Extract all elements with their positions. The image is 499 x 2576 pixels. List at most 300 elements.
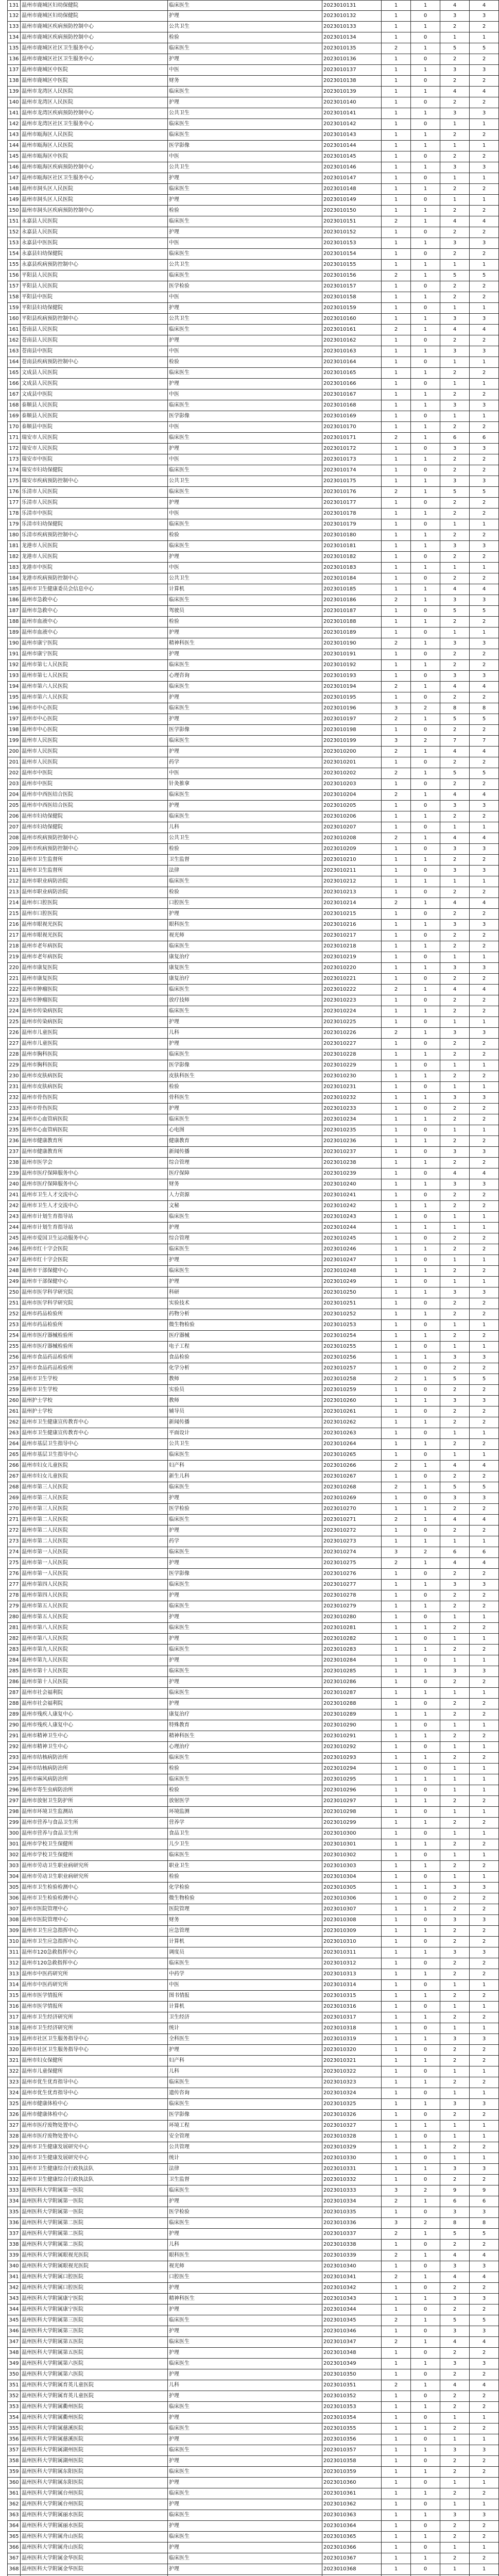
table-row: [7, 1298, 499, 1309]
unit-name-cell: 温州市职业病防治院: [21, 887, 168, 897]
table-row: [7, 1179, 499, 1190]
table-row: [7, 1666, 499, 1677]
position-code-cell: 2023010270: [322, 1504, 382, 1514]
applicant-count-cell: 4: [440, 87, 470, 97]
table-row: [7, 519, 499, 530]
applicant-count-cell: 3: [440, 1287, 470, 1298]
applicant-count-cell: 4: [440, 985, 470, 995]
row-number-cell: 219: [7, 952, 21, 962]
applicant-count-cell: 2: [440, 1104, 470, 1114]
row-number-cell: 238: [7, 1158, 21, 1168]
unit-name-cell: 温州市龙湾区社区卫生服务中心: [21, 119, 168, 129]
qualified-count-cell: 3: [470, 238, 499, 248]
applicant-count-cell: 2: [440, 1039, 470, 1049]
position-code-cell: 2023010312: [322, 1958, 382, 1969]
approved-count-cell: 0: [411, 801, 440, 811]
position-name-cell: 统计: [168, 2023, 322, 2033]
applicant-count-cell: 3: [440, 1493, 470, 1503]
unit-name-cell: 温州市康复医院: [21, 963, 168, 973]
unit-name-cell: 温州市第三人民医院: [21, 1493, 168, 1503]
approved-count-cell: 0: [411, 1342, 440, 1352]
position-name-cell: 护理: [168, 909, 322, 919]
approved-count-cell: 1: [411, 270, 440, 281]
plan-count-cell: 1: [382, 444, 411, 454]
unit-name-cell: 温州市口腔医院: [21, 909, 168, 919]
applicant-count-cell: 1: [440, 2002, 470, 2012]
plan-count-cell: 1: [382, 1233, 411, 1244]
plan-count-cell: 1: [382, 1677, 411, 1687]
plan-count-cell: 1: [382, 2294, 411, 2304]
unit-name-cell: 温州市康宁医院: [21, 638, 168, 649]
qualified-count-cell: 3: [470, 1147, 499, 1157]
approved-count-cell: 1: [411, 660, 440, 670]
plan-count-cell: 1: [382, 1006, 411, 1016]
applicant-count-cell: 2: [440, 1298, 470, 1309]
row-number-cell: 189: [7, 628, 21, 638]
approved-count-cell: 1: [411, 2380, 440, 2391]
unit-name-cell: 温州市卫生应急指挥中心: [21, 1926, 168, 1936]
row-number-cell: 315: [7, 1991, 21, 2001]
approved-count-cell: 1: [411, 2424, 440, 2434]
unit-name-cell: 温州市放射卫生防护所: [21, 1796, 168, 1806]
approved-count-cell: 0: [411, 1937, 440, 1947]
qualified-count-cell: 2: [470, 2348, 499, 2358]
approved-count-cell: 0: [411, 1872, 440, 1882]
applicant-count-cell: 1: [440, 195, 470, 205]
position-code-cell: 2023010149: [322, 195, 382, 205]
approved-count-cell: 0: [411, 1320, 440, 1330]
table-row: [7, 2456, 499, 2467]
applicant-count-cell: 1: [440, 1828, 470, 1839]
unit-name-cell: 温州市红十字会医院: [21, 1244, 168, 1255]
approved-count-cell: 1: [411, 790, 440, 800]
table-row: [7, 1731, 499, 1742]
position-name-cell: 临床医生: [168, 43, 322, 54]
qualified-count-cell: 1: [470, 628, 499, 638]
row-number-cell: 172: [7, 444, 21, 454]
unit-name-cell: 温州市康复医院: [21, 974, 168, 984]
position-code-cell: 2023010321: [322, 2056, 382, 2066]
qualified-count-cell: 2: [470, 1201, 499, 1211]
plan-count-cell: 1: [382, 1114, 411, 1125]
row-number-cell: 301: [7, 1839, 21, 1850]
unit-name-cell: 温州市眼视光医院: [21, 920, 168, 930]
plan-count-cell: 1: [382, 1104, 411, 1114]
plan-count-cell: 1: [382, 584, 411, 595]
plan-count-cell: 1: [382, 292, 411, 302]
position-name-cell: 公共管理: [168, 2142, 322, 2153]
unit-name-cell: 温州市第六人民医院: [21, 682, 168, 692]
table-row: [7, 1125, 499, 1136]
qualified-count-cell: 2: [470, 54, 499, 64]
approved-count-cell: 0: [411, 757, 440, 768]
position-name-cell: 临床医生: [168, 985, 322, 995]
table-row: [7, 2121, 499, 2131]
table-row: [7, 2413, 499, 2424]
row-number-cell: 206: [7, 811, 21, 822]
position-code-cell: 2023010161: [322, 325, 382, 335]
plan-count-cell: 1: [382, 1406, 411, 1417]
unit-name-cell: 温州市环境卫生监测站: [21, 1807, 168, 1817]
plan-count-cell: 1: [382, 238, 411, 248]
applicant-count-cell: 3: [440, 2034, 470, 2044]
row-number-cell: 368: [7, 2564, 21, 2574]
approved-count-cell: 0: [411, 1471, 440, 1482]
approved-count-cell: 0: [411, 1764, 440, 1774]
approved-count-cell: 1: [411, 638, 440, 649]
position-code-cell: 2023010184: [322, 573, 382, 584]
unit-name-cell: 温州市第七人民医院: [21, 671, 168, 681]
position-name-cell: 临床医生: [168, 1482, 322, 1493]
row-number-cell: 152: [7, 227, 21, 238]
approved-count-cell: 0: [411, 1915, 440, 1925]
position-name-cell: 临床医生: [168, 1212, 322, 1222]
applicant-count-cell: 2: [440, 1645, 470, 1655]
qualified-count-cell: 2: [470, 660, 499, 670]
row-number-cell: 199: [7, 736, 21, 746]
row-number-cell: 187: [7, 606, 21, 616]
unit-name-cell: 温州市龙湾区疾病预防控制中心: [21, 108, 168, 118]
unit-name-cell: 温州市中心医院: [21, 725, 168, 735]
table-row: [7, 249, 499, 260]
position-code-cell: 2023010325: [322, 2099, 382, 2109]
applicant-count-cell: 2: [440, 649, 470, 659]
qualified-count-cell: 4: [470, 985, 499, 995]
position-code-cell: 2023010159: [322, 303, 382, 313]
unit-name-cell: 温州市妇幼保健院: [21, 822, 168, 833]
approved-count-cell: 1: [411, 1028, 440, 1038]
table-row: [7, 1580, 499, 1590]
unit-name-cell: 温州市血液中心: [21, 617, 168, 627]
position-code-cell: 2023010253: [322, 1320, 382, 1330]
plan-count-cell: 1: [382, 1893, 411, 1904]
approved-count-cell: 0: [411, 2391, 440, 2401]
position-code-cell: 2023010214: [322, 898, 382, 908]
applicant-count-cell: 2: [440, 2304, 470, 2315]
plan-count-cell: 1: [382, 509, 411, 519]
applicant-count-cell: 2: [440, 779, 470, 789]
qualified-count-cell: 1: [470, 2121, 499, 2131]
plan-count-cell: 1: [382, 2424, 411, 2434]
unit-name-cell: 温州医科大学附属舟山医院: [21, 2532, 168, 2542]
qualified-count-cell: 2: [470, 335, 499, 346]
unit-name-cell: 温州市医疗废物处置中心: [21, 2131, 168, 2142]
applicant-count-cell: 2: [440, 22, 470, 32]
position-code-cell: 2023010308: [322, 1915, 382, 1925]
table-row: [7, 714, 499, 725]
unit-name-cell: 温州医科大学附属丽水医院: [21, 2521, 168, 2531]
approved-count-cell: 1: [411, 65, 440, 75]
plan-count-cell: 1: [382, 1828, 411, 1839]
plan-count-cell: 1: [382, 1526, 411, 1536]
table-row: [7, 1039, 499, 1049]
qualified-count-cell: 3: [470, 963, 499, 973]
position-name-cell: 临床医生: [168, 400, 322, 411]
qualified-count-cell: 4: [470, 1558, 499, 1568]
position-name-cell: 护理: [168, 1590, 322, 1601]
approved-count-cell: 0: [411, 335, 440, 346]
plan-count-cell: 1: [382, 1179, 411, 1190]
plan-count-cell: 1: [382, 1320, 411, 1330]
applicant-count-cell: 2: [440, 1590, 470, 1601]
approved-count-cell: 1: [411, 2402, 440, 2412]
plan-count-cell: 1: [382, 2056, 411, 2066]
plan-count-cell: 1: [382, 1190, 411, 1200]
position-name-cell: 护理: [168, 379, 322, 389]
position-code-cell: 2023010365: [322, 2532, 382, 2542]
position-code-cell: 2023010290: [322, 1720, 382, 1731]
row-number-cell: 226: [7, 1028, 21, 1038]
position-name-cell: 医疗保障: [168, 1168, 322, 1179]
table-row: [7, 1796, 499, 1807]
qualified-count-cell: 1: [470, 1634, 499, 1644]
approved-count-cell: 0: [411, 1526, 440, 1536]
approved-count-cell: 1: [411, 487, 440, 497]
applicant-count-cell: 3: [440, 595, 470, 605]
position-name-cell: 临床医生: [168, 2218, 322, 2228]
position-name-cell: 护理: [168, 335, 322, 346]
table-row: [7, 1190, 499, 1201]
position-code-cell: 2023010216: [322, 920, 382, 930]
unit-name-cell: 温州市卫生检验检测中心: [21, 1883, 168, 1893]
applicant-count-cell: 2: [440, 1006, 470, 1016]
applicant-count-cell: 3: [440, 2510, 470, 2520]
applicant-count-cell: 2: [440, 2532, 470, 2542]
approved-count-cell: 1: [411, 292, 440, 302]
plan-count-cell: 2: [382, 1374, 411, 1384]
position-code-cell: 2023010185: [322, 584, 382, 595]
position-name-cell: 临床医生: [168, 2445, 322, 2455]
unit-name-cell: 苍南县中医院: [21, 346, 168, 357]
position-code-cell: 2023010273: [322, 1536, 382, 1547]
applicant-count-cell: 2: [440, 2553, 470, 2564]
row-number-cell: 342: [7, 2283, 21, 2293]
row-number-cell: 355: [7, 2424, 21, 2434]
applicant-count-cell: 2: [440, 909, 470, 919]
row-number-cell: 274: [7, 1547, 21, 1557]
plan-count-cell: 1: [382, 1017, 411, 1027]
applicant-count-cell: 1: [440, 119, 470, 129]
table-row: [7, 2337, 499, 2348]
plan-count-cell: 1: [382, 1634, 411, 1644]
table-row: [7, 1104, 499, 1114]
position-name-cell: 护理: [168, 173, 322, 183]
plan-count-cell: 1: [382, 389, 411, 400]
position-name-cell: 辅导员: [168, 1406, 322, 1417]
qualified-count-cell: 3: [470, 2294, 499, 2304]
position-name-cell: 临床医生: [168, 1244, 322, 1255]
table-row: [7, 43, 499, 54]
unit-name-cell: 温州市中心医院: [21, 703, 168, 714]
plan-count-cell: 1: [382, 1168, 411, 1179]
unit-name-cell: 温州市卫生应急指挥中心: [21, 1937, 168, 1947]
table-row: [7, 11, 499, 22]
applicant-count-cell: 2: [440, 1071, 470, 1081]
plan-count-cell: 3: [382, 1547, 411, 1557]
qualified-count-cell: 2: [470, 1861, 499, 1871]
position-name-cell: 护理: [168, 714, 322, 724]
plan-count-cell: 1: [382, 2121, 411, 2131]
plan-count-cell: 1: [382, 1060, 411, 1071]
plan-count-cell: 1: [382, 32, 411, 43]
position-name-cell: 临床医生: [168, 2424, 322, 2434]
table-row: [7, 1071, 499, 1082]
row-number-cell: 136: [7, 54, 21, 64]
applicant-count-cell: 1: [440, 519, 470, 530]
approved-count-cell: 1: [411, 1482, 440, 1493]
qualified-count-cell: 2: [470, 552, 499, 562]
plan-count-cell: 1: [382, 2521, 411, 2531]
unit-name-cell: 温州医科大学附属慈溪医院: [21, 2434, 168, 2445]
applicant-count-cell: 2: [440, 1861, 470, 1871]
position-name-cell: 临床医生: [168, 736, 322, 746]
position-name-cell: 临床医生: [168, 2532, 322, 2542]
unit-name-cell: 温州市医疗废物处置中心: [21, 2121, 168, 2131]
qualified-count-cell: 1: [470, 2413, 499, 2423]
position-code-cell: 2023010289: [322, 1709, 382, 1720]
position-code-cell: 2023010307: [322, 1904, 382, 1914]
applicant-count-cell: 3: [440, 1147, 470, 1157]
qualified-count-cell: 5: [470, 1374, 499, 1384]
position-name-cell: 临床医生: [168, 2099, 322, 2109]
unit-name-cell: 温州市瓯海区社区卫生服务中心: [21, 173, 168, 183]
position-code-cell: 2023010279: [322, 1601, 382, 1612]
table-row: [7, 1396, 499, 1406]
plan-count-cell: 2: [382, 1558, 411, 1568]
approved-count-cell: 1: [411, 1883, 440, 1893]
plan-count-cell: 1: [382, 1709, 411, 1720]
approved-count-cell: 1: [411, 1818, 440, 1828]
table-row: [7, 1850, 499, 1861]
table-row: [7, 1255, 499, 1266]
applicant-count-cell: 3: [440, 65, 470, 75]
position-code-cell: 2023010352: [322, 2391, 382, 2401]
position-code-cell: 2023010193: [322, 671, 382, 681]
plan-count-cell: 1: [382, 2164, 411, 2174]
approved-count-cell: 0: [411, 2088, 440, 2098]
position-code-cell: 2023010234: [322, 1114, 382, 1125]
unit-name-cell: 温州市第五人民医院: [21, 1612, 168, 1622]
position-code-cell: 2023010221: [322, 974, 382, 984]
position-name-cell: 调度员: [168, 1947, 322, 1958]
table-row: [7, 130, 499, 141]
row-number-cell: 258: [7, 1374, 21, 1384]
unit-name-cell: 温州市基层卫生指导中心: [21, 1450, 168, 1460]
table-row: [7, 1147, 499, 1158]
position-code-cell: 2023010233: [322, 1104, 382, 1114]
row-number-cell: 154: [7, 249, 21, 259]
applicant-count-cell: 1: [440, 2066, 470, 2077]
position-name-cell: 儿科: [168, 2240, 322, 2250]
plan-count-cell: 1: [382, 1947, 411, 1958]
plan-count-cell: 1: [382, 1049, 411, 1060]
position-name-cell: 临床医生: [168, 119, 322, 129]
unit-name-cell: 温州市第三人民医院: [21, 1482, 168, 1493]
approved-count-cell: 0: [411, 2045, 440, 2055]
row-number-cell: 317: [7, 2012, 21, 2023]
position-code-cell: 2023010271: [322, 1515, 382, 1525]
qualified-count-cell: 2: [470, 1645, 499, 1655]
plan-count-cell: 2: [382, 487, 411, 497]
applicant-count-cell: 2: [440, 1526, 470, 1536]
table-row: [7, 2521, 499, 2532]
applicant-count-cell: 2: [440, 1201, 470, 1211]
position-code-cell: 2023010205: [322, 801, 382, 811]
plan-count-cell: 1: [382, 1223, 411, 1233]
approved-count-cell: 1: [411, 368, 440, 378]
applicant-count-cell: 1: [440, 2088, 470, 2098]
table-row: [7, 2391, 499, 2402]
table-row: [7, 2294, 499, 2304]
plan-count-cell: 1: [382, 1331, 411, 1341]
row-number-cell: 179: [7, 519, 21, 530]
applicant-count-cell: 2: [440, 2110, 470, 2120]
row-number-cell: 191: [7, 649, 21, 659]
position-code-cell: 2023010334: [322, 2196, 382, 2207]
row-number-cell: 165: [7, 368, 21, 378]
position-name-cell: 医学检验: [168, 2207, 322, 2217]
row-number-cell: 278: [7, 1590, 21, 1601]
applicant-count-cell: 1: [440, 1785, 470, 1795]
position-name-cell: 公共卫生: [168, 476, 322, 486]
position-code-cell: 2023010175: [322, 476, 382, 486]
applicant-count-cell: 6: [440, 433, 470, 443]
plan-count-cell: 1: [382, 1136, 411, 1146]
row-number-cell: 281: [7, 1623, 21, 1633]
approved-count-cell: 0: [411, 1082, 440, 1092]
applicant-count-cell: 1: [440, 876, 470, 887]
applicant-count-cell: 2: [440, 2175, 470, 2185]
unit-name-cell: 文成县人民医院: [21, 379, 168, 389]
plan-count-cell: 1: [382, 1742, 411, 1752]
position-code-cell: 2023010180: [322, 530, 382, 540]
qualified-count-cell: 3: [470, 1352, 499, 1363]
position-code-cell: 2023010351: [322, 2380, 382, 2391]
row-number-cell: 193: [7, 671, 21, 681]
plan-count-cell: 1: [382, 1590, 411, 1601]
plan-count-cell: 1: [382, 108, 411, 118]
qualified-count-cell: 2: [470, 1526, 499, 1536]
table-row: [7, 487, 499, 498]
row-number-cell: 214: [7, 898, 21, 908]
approved-count-cell: 1: [411, 1, 440, 10]
table-row: [7, 844, 499, 855]
qualified-count-cell: 2: [470, 292, 499, 302]
applicant-count-cell: 2: [440, 292, 470, 302]
unit-name-cell: 温州市医学情报所: [21, 2002, 168, 2012]
table-row: [7, 930, 499, 941]
unit-name-cell: 文成县中医院: [21, 389, 168, 400]
table-row: [7, 747, 499, 757]
unit-name-cell: 温州市心血管病医院: [21, 1114, 168, 1125]
unit-name-cell: 温州市卫生健康委员会信息中心: [21, 584, 168, 595]
position-name-cell: 护理: [168, 552, 322, 562]
row-number-cell: 140: [7, 97, 21, 108]
applicant-count-cell: 2: [440, 811, 470, 822]
applicant-count-cell: 3: [440, 162, 470, 173]
applicant-count-cell: 2: [440, 1244, 470, 1255]
approved-count-cell: 1: [411, 833, 440, 843]
qualified-count-cell: 1: [470, 876, 499, 887]
plan-count-cell: 1: [382, 184, 411, 194]
approved-count-cell: 0: [411, 54, 440, 64]
applicant-count-cell: 4: [440, 2250, 470, 2261]
approved-count-cell: 1: [411, 2056, 440, 2066]
applicant-count-cell: 2: [440, 281, 470, 292]
plan-count-cell: 1: [382, 1699, 411, 1709]
plan-count-cell: 1: [382, 779, 411, 789]
position-name-cell: 心理咨询: [168, 671, 322, 681]
